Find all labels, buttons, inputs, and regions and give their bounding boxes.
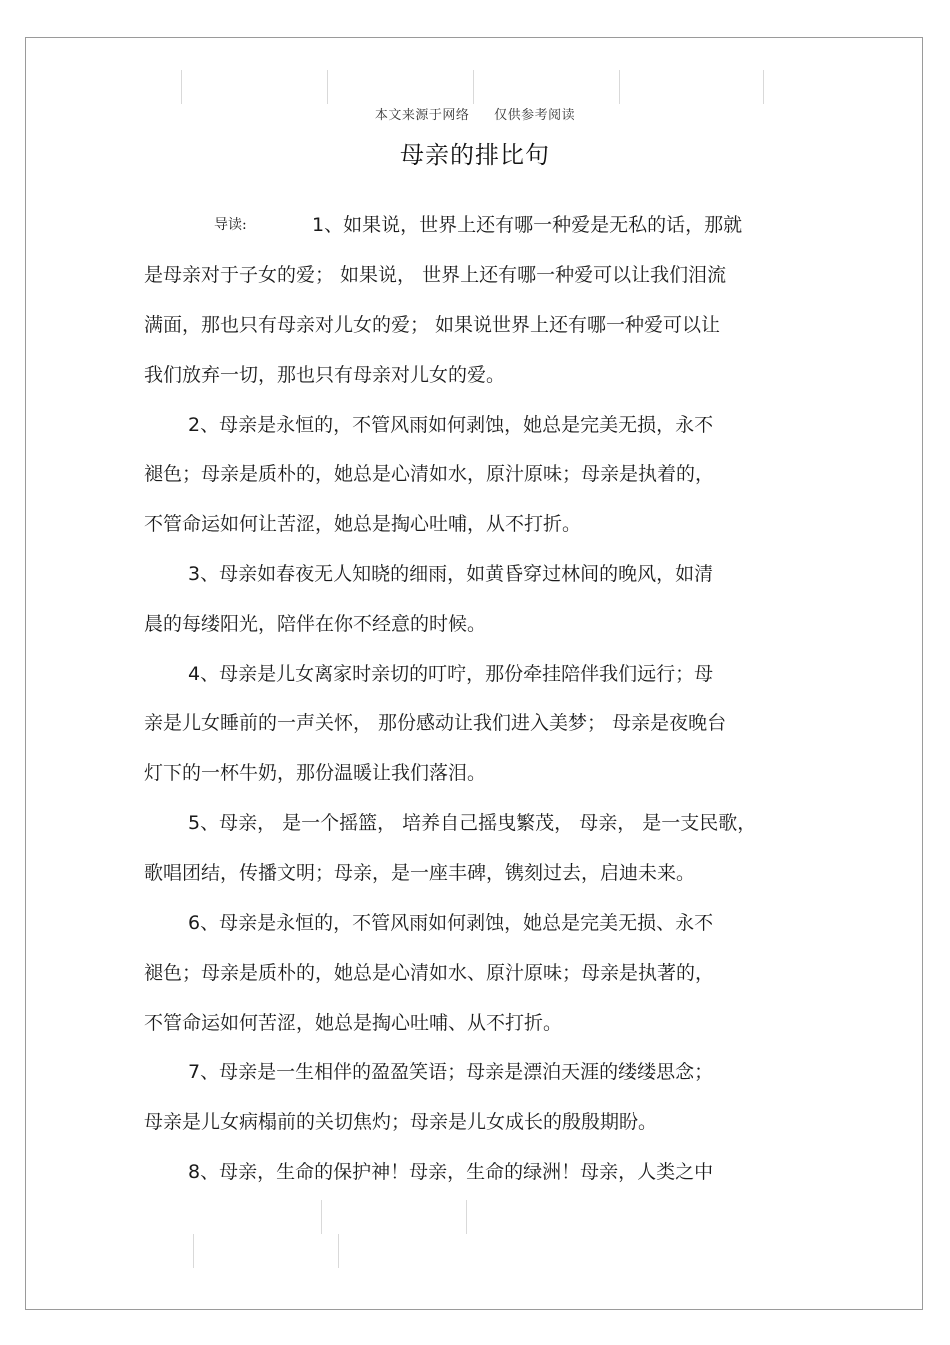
top-tick [327, 70, 328, 104]
source-note-disclaimer: 仅供参考阅读 [494, 108, 576, 123]
paragraph-line: 5、母亲， 是一个摇篮， 培养自己摇曳繁茂， 母亲， 是一支民歌， [188, 812, 757, 834]
paragraph-line: 3、母亲如春夜无人知晓的细雨，如黄昏穿过林间的晚风，如清 [188, 563, 714, 585]
paragraph-line: 歌唱团结，传播文明；母亲，是一座丰碑，镌刻过去，启迪未来。 [144, 862, 696, 884]
paragraph-line: 晨的每缕阳光，陪伴在你不经意的时候。 [144, 613, 487, 635]
paragraph-line: 1、如果说，世界上还有哪一种爱是无私的话，那就 [312, 214, 743, 236]
paragraph-line: 灯下的一杯牛奶，那份温暖让我们落泪。 [144, 762, 487, 784]
bottom-tick [321, 1200, 322, 1234]
paragraph-line: 褪色；母亲是质朴的，她总是心清如水、原汁原味；母亲是执著的， [144, 962, 715, 984]
paragraph-line: 6、母亲是永恒的，不管风雨如何剥蚀，她总是完美无损、永不 [188, 912, 714, 934]
bottom-tick [193, 1234, 194, 1268]
top-tick [473, 70, 474, 104]
paragraph-line: 4、母亲是儿女离家时亲切的叮咛，那份牵挂陪伴我们远行；母 [188, 663, 714, 685]
bottom-tick [338, 1234, 339, 1268]
top-tick [181, 70, 182, 104]
source-note [0, 104, 950, 123]
top-tick [619, 70, 620, 104]
paragraph-line: 褪色；母亲是质朴的，她总是心清如水，原汁原味；母亲是执着的， [144, 463, 715, 485]
paragraph-line: 7、母亲是一生相伴的盈盈笑语；母亲是漂泊天涯的缕缕思念； [188, 1061, 714, 1083]
paragraph-line: 我们放弃一切，那也只有母亲对儿女的爱。 [144, 364, 506, 386]
intro-label: 导读: [214, 217, 247, 233]
paragraph-line: 8、母亲，生命的保护神！母亲，生命的绿洲！母亲，人类之中 [188, 1161, 714, 1183]
paragraph-line: 母亲是儿女病榻前的关切焦灼；母亲是儿女成长的殷殷期盼。 [144, 1111, 658, 1133]
page-title: 母亲的排比句 [400, 141, 550, 169]
top-tick [763, 70, 764, 104]
paragraph-line: 满面，那也只有母亲对儿女的爱； 如果说世界上还有哪一种爱可以让 [144, 314, 721, 336]
paragraph-line: 亲是儿女睡前的一声关怀， 那份感动让我们进入美梦； 母亲是夜晚台 [144, 712, 727, 734]
paragraph-line: 是母亲对于子女的爱； 如果说， 世界上还有哪一种爱可以让我们泪流 [144, 264, 727, 286]
paragraph-line: 不管命运如何让苦涩，她总是掏心吐哺，从不打折。 [144, 513, 582, 535]
bottom-tick [466, 1200, 467, 1234]
paragraph-line: 不管命运如何苦涩，她总是掏心吐哺、从不打折。 [144, 1012, 563, 1034]
source-note-origin: 本文来源于网络 [374, 108, 470, 123]
paragraph-line: 2、母亲是永恒的，不管风雨如何剥蚀，她总是完美无损，永不 [188, 414, 714, 436]
